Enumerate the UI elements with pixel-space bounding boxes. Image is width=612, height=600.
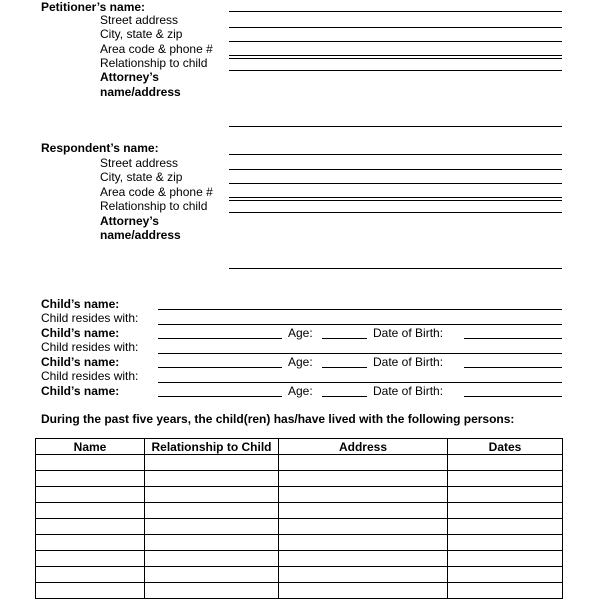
table-cell[interactable] [36,583,145,599]
respondent-attorney-label-1: Attorney’s [100,214,159,228]
petitioner-name-line[interactable] [229,11,562,12]
table-cell[interactable] [448,567,563,583]
petitioner-city-label: City, state & zip [100,27,183,41]
table-cell[interactable] [145,503,279,519]
respondent-street-label: Street address [100,156,179,170]
table-cell[interactable] [448,503,563,519]
table-row [36,455,563,471]
table-cell[interactable] [279,567,448,583]
respondent-relationship-label: Relationship to child [100,199,208,213]
table-cell[interactable] [36,519,145,535]
table-cell[interactable] [279,551,448,567]
table-cell[interactable] [145,535,279,551]
table-row [36,503,563,519]
respondent-attorney-label-2: name/address [100,228,181,242]
child-3-age-label: Age: [288,355,313,369]
petitioner-relationship-line[interactable] [229,70,562,71]
child-2-dob-line[interactable] [464,338,562,339]
table-cell[interactable] [145,551,279,567]
table-cell[interactable] [36,503,145,519]
table-cell[interactable] [279,519,448,535]
table-cell[interactable] [448,487,563,503]
petitioner-name-label: Petitioner’s name: [41,0,146,14]
child-4-age-line[interactable] [322,396,367,397]
table-cell[interactable] [448,519,563,535]
table-cell[interactable] [36,551,145,567]
respondent-name-label: Respondent’s name: [41,141,159,155]
table-cell[interactable] [279,471,448,487]
child-2-name-label: Child’s name: [41,326,120,340]
table-row [36,567,563,583]
table-cell[interactable] [145,487,279,503]
respondent-name-line[interactable] [229,154,562,155]
respondent-phone-line[interactable] [229,197,562,201]
child-4-name-line[interactable] [158,396,282,397]
respondent-street-line[interactable] [229,169,562,170]
child-1-name-line[interactable] [158,309,562,310]
petitioner-street-label: Street address [100,13,179,27]
petitioner-phone-label: Area code & phone # [100,42,213,56]
table-cell[interactable] [448,583,563,599]
table-cell[interactable] [36,535,145,551]
table-cell[interactable] [145,471,279,487]
table-cell[interactable] [279,487,448,503]
table-cell[interactable] [36,455,145,471]
child-2-resides-line[interactable] [158,353,562,354]
child-4-dob-label: Date of Birth: [373,384,444,398]
table-cell[interactable] [448,551,563,567]
residence-history-statement: During the past five years, the child(ren) has/have lived with the following persons: [41,412,515,426]
column-header-dates: Dates [448,439,563,455]
child-2-age-label: Age: [288,326,313,340]
petitioner-attorney-line[interactable] [229,126,562,127]
petitioner-relationship-label: Relationship to child [100,56,208,70]
column-header-address: Address [279,439,448,455]
child-4-dob-line[interactable] [464,396,562,397]
child-3-resides-line[interactable] [158,382,562,383]
residence-history-table [35,438,563,599]
table-cell[interactable] [279,535,448,551]
respondent-attorney-line[interactable] [229,268,562,269]
table-cell[interactable] [145,519,279,535]
petitioner-attorney-label-2: name/address [100,85,181,99]
child-4-name-label: Child’s name: [41,384,120,398]
child-3-resides-label: Child resides with: [41,369,139,383]
table-row [36,535,563,551]
respondent-phone-label: Area code & phone # [100,185,213,199]
child-1-resides-line[interactable] [158,324,562,325]
child-4-age-label: Age: [288,384,313,398]
petitioner-city-line[interactable] [229,41,562,42]
respondent-city-label: City, state & zip [100,170,183,184]
table-cell[interactable] [145,583,279,599]
table-row [36,471,563,487]
table-row [36,487,563,503]
child-3-name-line[interactable] [158,367,282,368]
child-2-resides-label: Child resides with: [41,340,139,354]
respondent-city-line[interactable] [229,183,562,184]
child-1-resides-label: Child resides with: [41,311,139,325]
respondent-relationship-line[interactable] [229,212,562,213]
table-cell[interactable] [448,471,563,487]
child-3-dob-label: Date of Birth: [373,355,444,369]
table-header-row [36,439,563,455]
table-cell[interactable] [448,535,563,551]
table-cell[interactable] [279,583,448,599]
table-cell[interactable] [448,455,563,471]
table-row [36,551,563,567]
table-cell[interactable] [279,455,448,471]
child-2-name-line[interactable] [158,338,282,339]
table-cell[interactable] [145,455,279,471]
table-cell[interactable] [145,567,279,583]
petitioner-attorney-label-1: Attorney’s [100,70,159,84]
table-cell[interactable] [279,503,448,519]
child-3-name-label: Child’s name: [41,355,120,369]
petitioner-phone-line[interactable] [229,55,562,59]
child-2-dob-label: Date of Birth: [373,326,444,340]
column-header-relationship: Relationship to Child [145,439,279,455]
table-cell[interactable] [36,471,145,487]
table-row [36,583,563,599]
petitioner-street-line[interactable] [229,27,562,28]
child-1-name-label: Child’s name: [41,297,120,311]
table-cell[interactable] [36,487,145,503]
table-row [36,519,563,535]
table-cell[interactable] [36,567,145,583]
child-3-dob-line[interactable] [464,367,562,368]
child-3-age-line[interactable] [322,367,367,368]
column-header-name: Name [36,439,145,455]
child-2-age-line[interactable] [322,338,367,339]
